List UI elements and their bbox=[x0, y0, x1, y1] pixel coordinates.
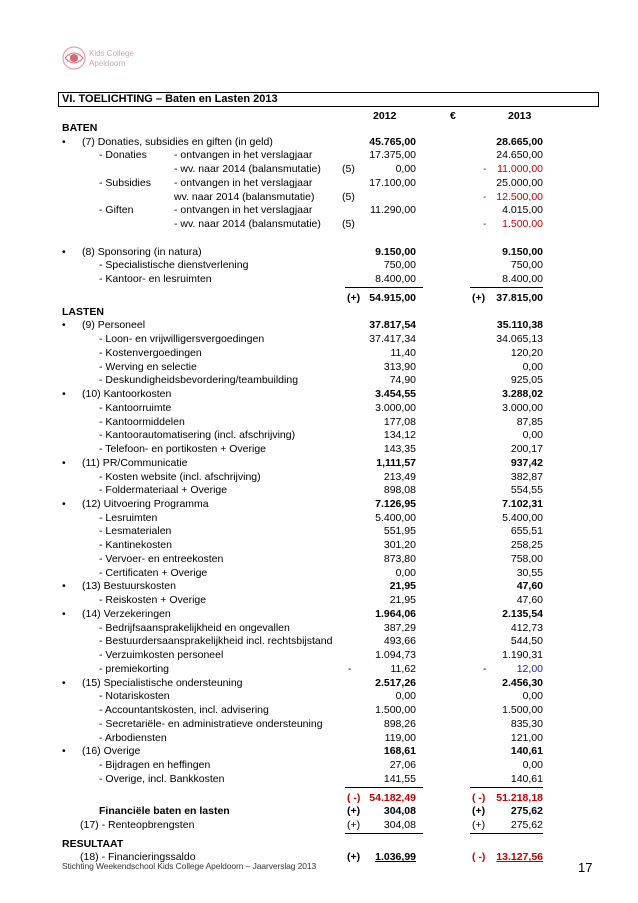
value-2013: 4.015,00 bbox=[502, 204, 543, 217]
value-2013: 275,62 bbox=[510, 819, 543, 831]
table-row bbox=[0, 428, 638, 442]
row-label: - Foldermateriaal + Overige bbox=[99, 484, 228, 497]
value-2013: 835,30 bbox=[510, 717, 543, 730]
value-2013: 0,00 bbox=[522, 690, 543, 703]
value-2013: 412,73 bbox=[510, 621, 543, 634]
row-label: (11) PR/Communicatie bbox=[82, 456, 188, 469]
value-2012: 54.915,00 bbox=[369, 291, 416, 304]
value-2012: 304,08 bbox=[383, 805, 416, 818]
value-2012: 119,00 bbox=[384, 731, 416, 744]
row-sublabel: - wv. naar 2014 (balansmutatie) bbox=[174, 218, 321, 231]
row-label: - Kantoor- en lesruimten bbox=[99, 273, 212, 286]
row-label: - Secretariële- en administratieve ondersteuning bbox=[99, 717, 323, 730]
section-heading bbox=[0, 837, 638, 851]
row-label: - Kantoorruimte bbox=[99, 401, 172, 414]
value-2013: 1.500,00 bbox=[502, 704, 543, 717]
value-2012: 1.964,06 bbox=[375, 607, 416, 620]
value-2013: 121,00 bbox=[510, 731, 543, 744]
row-label: - Reiskosten + Overige bbox=[99, 594, 207, 607]
table-row bbox=[0, 791, 638, 805]
row-label: - Loon- en vrijwilligersvergoedingen bbox=[99, 333, 265, 346]
value-2013: 2.456,30 bbox=[502, 676, 543, 689]
value-2012: 168,61 bbox=[383, 745, 416, 758]
value-2012: 21,95 bbox=[389, 594, 416, 607]
value-2013: 12,00 bbox=[516, 662, 543, 675]
value-2012: 0,00 bbox=[395, 690, 416, 703]
table-row bbox=[0, 621, 638, 635]
value-2013: 5.400,00 bbox=[502, 511, 543, 524]
section-heading bbox=[0, 305, 638, 319]
subtotal-rule-2013 bbox=[470, 833, 543, 834]
section-heading-label: BATEN bbox=[62, 122, 98, 134]
sign-2013: - bbox=[483, 218, 487, 231]
table-row bbox=[0, 566, 638, 580]
value-2013: 140,61 bbox=[510, 772, 543, 785]
value-2013: 655,51 bbox=[510, 525, 543, 538]
value-2012: 45.765,00 bbox=[369, 135, 416, 148]
value-2013: 34.065,13 bbox=[496, 333, 543, 346]
table-row bbox=[0, 401, 638, 415]
subtotal-rule-2013 bbox=[470, 787, 543, 788]
table-row bbox=[0, 470, 638, 484]
value-2013: 47,60 bbox=[516, 594, 543, 607]
row-sublabel: - ontvangen in het verslagjaar bbox=[174, 176, 313, 189]
logo-line-2: Apeldoorn bbox=[89, 59, 126, 68]
row-label: - Donaties bbox=[99, 149, 147, 162]
value-2013: 24.650,00 bbox=[496, 149, 543, 162]
bullet-icon: • bbox=[62, 676, 66, 689]
value-2012: 8.400,00 bbox=[375, 273, 416, 286]
row-label: (9) Personeel bbox=[82, 319, 146, 332]
value-2013: 0,00 bbox=[522, 429, 543, 442]
subtotal-rule-2013 bbox=[470, 287, 543, 288]
row-label: - Kosten website (incl. afschrijving) bbox=[99, 470, 261, 483]
row-sublabel: - ontvangen in het verslagjaar bbox=[174, 149, 313, 162]
value-2012: 5.400,00 bbox=[375, 511, 416, 524]
row-label: (17) - Renteopbrengsten bbox=[80, 819, 195, 831]
row-label: (8) Sponsoring (in natura) bbox=[82, 245, 202, 258]
section-title: VI. TOELICHTING – Baten en Lasten 2013 bbox=[62, 93, 278, 105]
table-row bbox=[0, 483, 638, 497]
table-row bbox=[0, 772, 638, 786]
value-2012: 37.817,54 bbox=[369, 319, 416, 332]
row-label: - Lesmaterialen bbox=[99, 525, 172, 538]
value-2012: 143,35 bbox=[383, 443, 416, 456]
value-2012: 493,66 bbox=[383, 635, 416, 648]
value-2013: 1.190,31 bbox=[502, 649, 543, 662]
value-2012: 27,06 bbox=[389, 759, 416, 772]
note-ref: (5) bbox=[342, 190, 355, 203]
sign-2012: (+) bbox=[347, 291, 361, 304]
row-label: (15) Specialistische ondersteuning bbox=[82, 676, 243, 689]
bullet-icon: • bbox=[62, 607, 66, 620]
column-year-2012: 2012 bbox=[373, 110, 397, 122]
row-label: - Bedrijfsaansprakelijkheid en ongevallen bbox=[99, 621, 290, 634]
value-2012: 898,08 bbox=[383, 484, 416, 497]
value-2012: 37.417,34 bbox=[369, 333, 416, 346]
value-2012: 873,80 bbox=[383, 552, 416, 565]
row-label: - Bestuurdersaansprakelijkheid incl. rechtsbijstand bbox=[99, 635, 333, 648]
table-row bbox=[0, 524, 638, 538]
value-2013: 937,42 bbox=[510, 456, 543, 469]
row-label: (13) Bestuurskosten bbox=[82, 580, 176, 593]
table-row bbox=[0, 703, 638, 717]
table-row bbox=[0, 176, 638, 190]
table-row bbox=[0, 258, 638, 272]
table-row bbox=[0, 387, 638, 401]
row-label: (16) Overige bbox=[82, 745, 141, 758]
table-row bbox=[0, 148, 638, 162]
page-number: 17 bbox=[578, 860, 593, 875]
row-label: (12) Uitvoering Programma bbox=[82, 497, 209, 510]
footer-text: Stichting Weekendschool Kids College Apeldoorn – Jaarverslag 2013 bbox=[62, 861, 317, 871]
value-2013: 47,60 bbox=[516, 580, 543, 593]
value-2012: 3.454,55 bbox=[375, 388, 416, 401]
section-heading-label: LASTEN bbox=[62, 305, 104, 318]
subtotal-rule-2012 bbox=[345, 287, 423, 288]
note-ref: (5) bbox=[342, 163, 355, 176]
value-2013: 11.000,00 bbox=[497, 163, 543, 176]
sign-2013: (+) bbox=[472, 819, 486, 831]
row-label: - Specialistische dienstverlening bbox=[99, 259, 249, 272]
section-heading bbox=[0, 121, 638, 135]
bullet-icon: • bbox=[62, 388, 66, 401]
table-row bbox=[0, 497, 638, 511]
value-2013: 8.400,00 bbox=[502, 273, 543, 286]
row-label: (10) Kantoorkosten bbox=[82, 388, 172, 401]
section-heading-label: RESULTAAT bbox=[62, 837, 124, 850]
table-row bbox=[0, 332, 638, 346]
value-2013: 140,61 bbox=[510, 745, 543, 758]
value-2013: 51.218,18 bbox=[496, 791, 543, 804]
bullet-icon: • bbox=[62, 456, 66, 469]
row-label: (18) - Financieringssaldo bbox=[80, 851, 196, 864]
value-2013: 25.000,00 bbox=[496, 176, 543, 189]
row-label: - Subsidies bbox=[99, 176, 151, 189]
table-row bbox=[0, 360, 638, 374]
sign-2013: - bbox=[483, 662, 487, 675]
row-label: - Accountantskosten, incl. advisering bbox=[99, 704, 269, 717]
column-year-2013: 2013 bbox=[508, 110, 532, 122]
bullet-icon: • bbox=[62, 580, 66, 593]
value-2013: 758,00 bbox=[510, 552, 543, 565]
subtotal-rule-2012 bbox=[345, 833, 423, 834]
value-2012: 177,08 bbox=[383, 415, 416, 428]
row-label: - Giften bbox=[99, 204, 134, 217]
value-2013: 35.110,38 bbox=[496, 319, 543, 332]
value-2012: 7.126,95 bbox=[375, 497, 416, 510]
value-2012: 387,29 bbox=[383, 621, 416, 634]
row-label: - Deskundigheidsbevordering/teambuilding bbox=[99, 374, 299, 387]
value-2012: 17.375,00 bbox=[369, 149, 416, 162]
table-row bbox=[0, 346, 638, 360]
value-2013: 37.815,00 bbox=[496, 291, 543, 304]
value-2013: 3.288,02 bbox=[502, 388, 543, 401]
row-label: (14) Verzekeringen bbox=[82, 607, 171, 620]
row-label: - Arbodiensten bbox=[99, 731, 167, 744]
table-row bbox=[0, 203, 638, 217]
value-2012: 134,12 bbox=[383, 429, 416, 442]
table-row bbox=[0, 415, 638, 429]
row-label: - Kantinekosten bbox=[99, 539, 172, 552]
table-row bbox=[0, 456, 638, 470]
table-row bbox=[0, 552, 638, 566]
table-row bbox=[0, 648, 638, 662]
table-row bbox=[0, 217, 638, 231]
sign-2012: (+) bbox=[347, 851, 361, 864]
table-row bbox=[0, 731, 638, 745]
value-2013: 30,55 bbox=[516, 566, 543, 579]
value-2013: 87,85 bbox=[516, 415, 543, 428]
subtotal-rule-2012 bbox=[345, 787, 423, 788]
table-row bbox=[0, 744, 638, 758]
sign-2013: ( -) bbox=[472, 851, 486, 864]
table-row bbox=[0, 318, 638, 332]
row-label: - Certificaten + Overige bbox=[99, 566, 208, 579]
row-label: - Verzuimkosten personeel bbox=[99, 649, 224, 662]
value-2013: 1.500,00 bbox=[502, 218, 543, 231]
value-2012: 11,40 bbox=[390, 346, 416, 359]
value-2013: 925,05 bbox=[510, 374, 543, 387]
table-row bbox=[0, 662, 638, 676]
table-row bbox=[0, 135, 638, 149]
bullet-icon: • bbox=[62, 745, 66, 758]
table-row bbox=[0, 593, 638, 607]
row-label: - Kantoormiddelen bbox=[99, 415, 185, 428]
value-2012: 1.036,99 bbox=[375, 851, 416, 864]
value-2012: 3.000,00 bbox=[375, 401, 416, 414]
value-2012: 74,90 bbox=[389, 374, 416, 387]
value-2012: 1.500,00 bbox=[375, 704, 416, 717]
bullet-icon: • bbox=[62, 319, 66, 332]
table-row bbox=[0, 717, 638, 731]
value-2012: 750,00 bbox=[383, 259, 416, 272]
table-row bbox=[0, 676, 638, 690]
value-2012: 0,00 bbox=[395, 163, 416, 176]
value-2013: 2.135,54 bbox=[502, 607, 543, 620]
row-sublabel: - wv. naar 2014 (balansmutatie) bbox=[174, 163, 321, 176]
row-label: - Kantoorautomatisering (incl. afschrijving) bbox=[99, 429, 296, 442]
value-2013: 0,00 bbox=[522, 360, 543, 373]
sign-2013: ( -) bbox=[472, 791, 486, 804]
table-row bbox=[0, 634, 638, 648]
value-2012: 313,90 bbox=[383, 360, 416, 373]
sign-2012: ( -) bbox=[347, 791, 361, 804]
table-row bbox=[0, 272, 638, 286]
value-2012: 11.290,00 bbox=[370, 204, 416, 217]
sign-2013: - bbox=[483, 163, 487, 176]
value-2013: 3.000,00 bbox=[502, 401, 543, 414]
table-row bbox=[0, 607, 638, 621]
table-row bbox=[0, 818, 638, 832]
value-2012: 54.182,49 bbox=[369, 791, 416, 804]
table-row bbox=[0, 291, 638, 305]
value-2012: 1,111,57 bbox=[376, 456, 416, 469]
row-label: (7) Donaties, subsidies en giften (in geld) bbox=[82, 135, 273, 148]
value-2012: 0,00 bbox=[395, 566, 416, 579]
value-2013: 120,20 bbox=[510, 346, 543, 359]
value-2013: 750,00 bbox=[510, 259, 543, 272]
value-2013: 12.500,00 bbox=[496, 190, 543, 203]
value-2012: 1.094,73 bbox=[375, 649, 416, 662]
bullet-icon: • bbox=[62, 497, 66, 510]
table-row bbox=[0, 162, 638, 176]
table-row bbox=[0, 190, 638, 204]
value-2013: 13.127,56 bbox=[496, 851, 543, 864]
row-sublabel: - ontvangen in het verslagjaar bbox=[174, 204, 313, 217]
value-2013: 275,62 bbox=[510, 805, 543, 818]
logo-line-1: Kids College bbox=[89, 49, 134, 58]
column-currency: € bbox=[450, 110, 456, 122]
sign-2012: - bbox=[348, 662, 352, 675]
table-row bbox=[0, 442, 638, 456]
value-2013: 7.102,31 bbox=[502, 497, 543, 510]
table-row bbox=[0, 804, 638, 818]
sign-2012: (+) bbox=[347, 819, 361, 831]
row-label: - premiekorting bbox=[99, 662, 170, 675]
value-2013: 258,25 bbox=[510, 539, 543, 552]
value-2012: 2.517,26 bbox=[375, 676, 416, 689]
row-label: - Werving en selectie bbox=[99, 360, 197, 373]
value-2013: 554,55 bbox=[510, 484, 543, 497]
bullet-icon: • bbox=[62, 135, 66, 148]
sign-2012: (+) bbox=[347, 805, 361, 818]
row-label: Financiële baten en lasten bbox=[99, 805, 230, 818]
row-label: - Overige, incl. Bankkosten bbox=[99, 772, 225, 785]
row-label: - Bijdragen en heffingen bbox=[99, 759, 211, 772]
row-label: - Notariskosten bbox=[99, 690, 170, 703]
row-label: - Telefoon- en portikosten + Overige bbox=[99, 443, 267, 456]
value-2013: 9.150,00 bbox=[502, 245, 543, 258]
table-row bbox=[0, 538, 638, 552]
value-2012: 17.100,00 bbox=[369, 176, 416, 189]
value-2012: 304,08 bbox=[383, 819, 416, 831]
table-row bbox=[0, 579, 638, 593]
value-2012: 898,26 bbox=[383, 717, 416, 730]
sign-2013: (+) bbox=[472, 805, 486, 818]
row-label: - Vervoer- en entreekosten bbox=[99, 552, 224, 565]
value-2013: 0,00 bbox=[522, 759, 543, 772]
value-2012: 21,95 bbox=[389, 580, 416, 593]
row-sublabel: wv. naar 2014 (balansmutatie) bbox=[174, 190, 315, 203]
value-2013: 28.665,00 bbox=[496, 135, 543, 148]
row-label: - Lesruimten bbox=[99, 511, 158, 524]
value-2012: 9.150,00 bbox=[375, 245, 416, 258]
value-2013: 382,87 bbox=[510, 470, 543, 483]
value-2012: 11,62 bbox=[390, 662, 416, 675]
row-label: - Kostenvergoedingen bbox=[99, 346, 202, 359]
table-row bbox=[0, 511, 638, 525]
table-row bbox=[0, 758, 638, 772]
value-2012: 551,95 bbox=[383, 525, 416, 538]
bullet-icon: • bbox=[62, 245, 66, 258]
sign-2013: - bbox=[483, 190, 487, 203]
table-row bbox=[0, 373, 638, 387]
sign-2013: (+) bbox=[472, 291, 486, 304]
value-2012: 301,20 bbox=[383, 539, 416, 552]
note-ref: (5) bbox=[342, 218, 355, 231]
value-2013: 200,17 bbox=[510, 443, 543, 456]
value-2013: 544,50 bbox=[510, 635, 543, 648]
value-2012: 213,49 bbox=[383, 470, 416, 483]
value-2012: 141,55 bbox=[383, 772, 416, 785]
table-row bbox=[0, 689, 638, 703]
table-row bbox=[0, 245, 638, 259]
